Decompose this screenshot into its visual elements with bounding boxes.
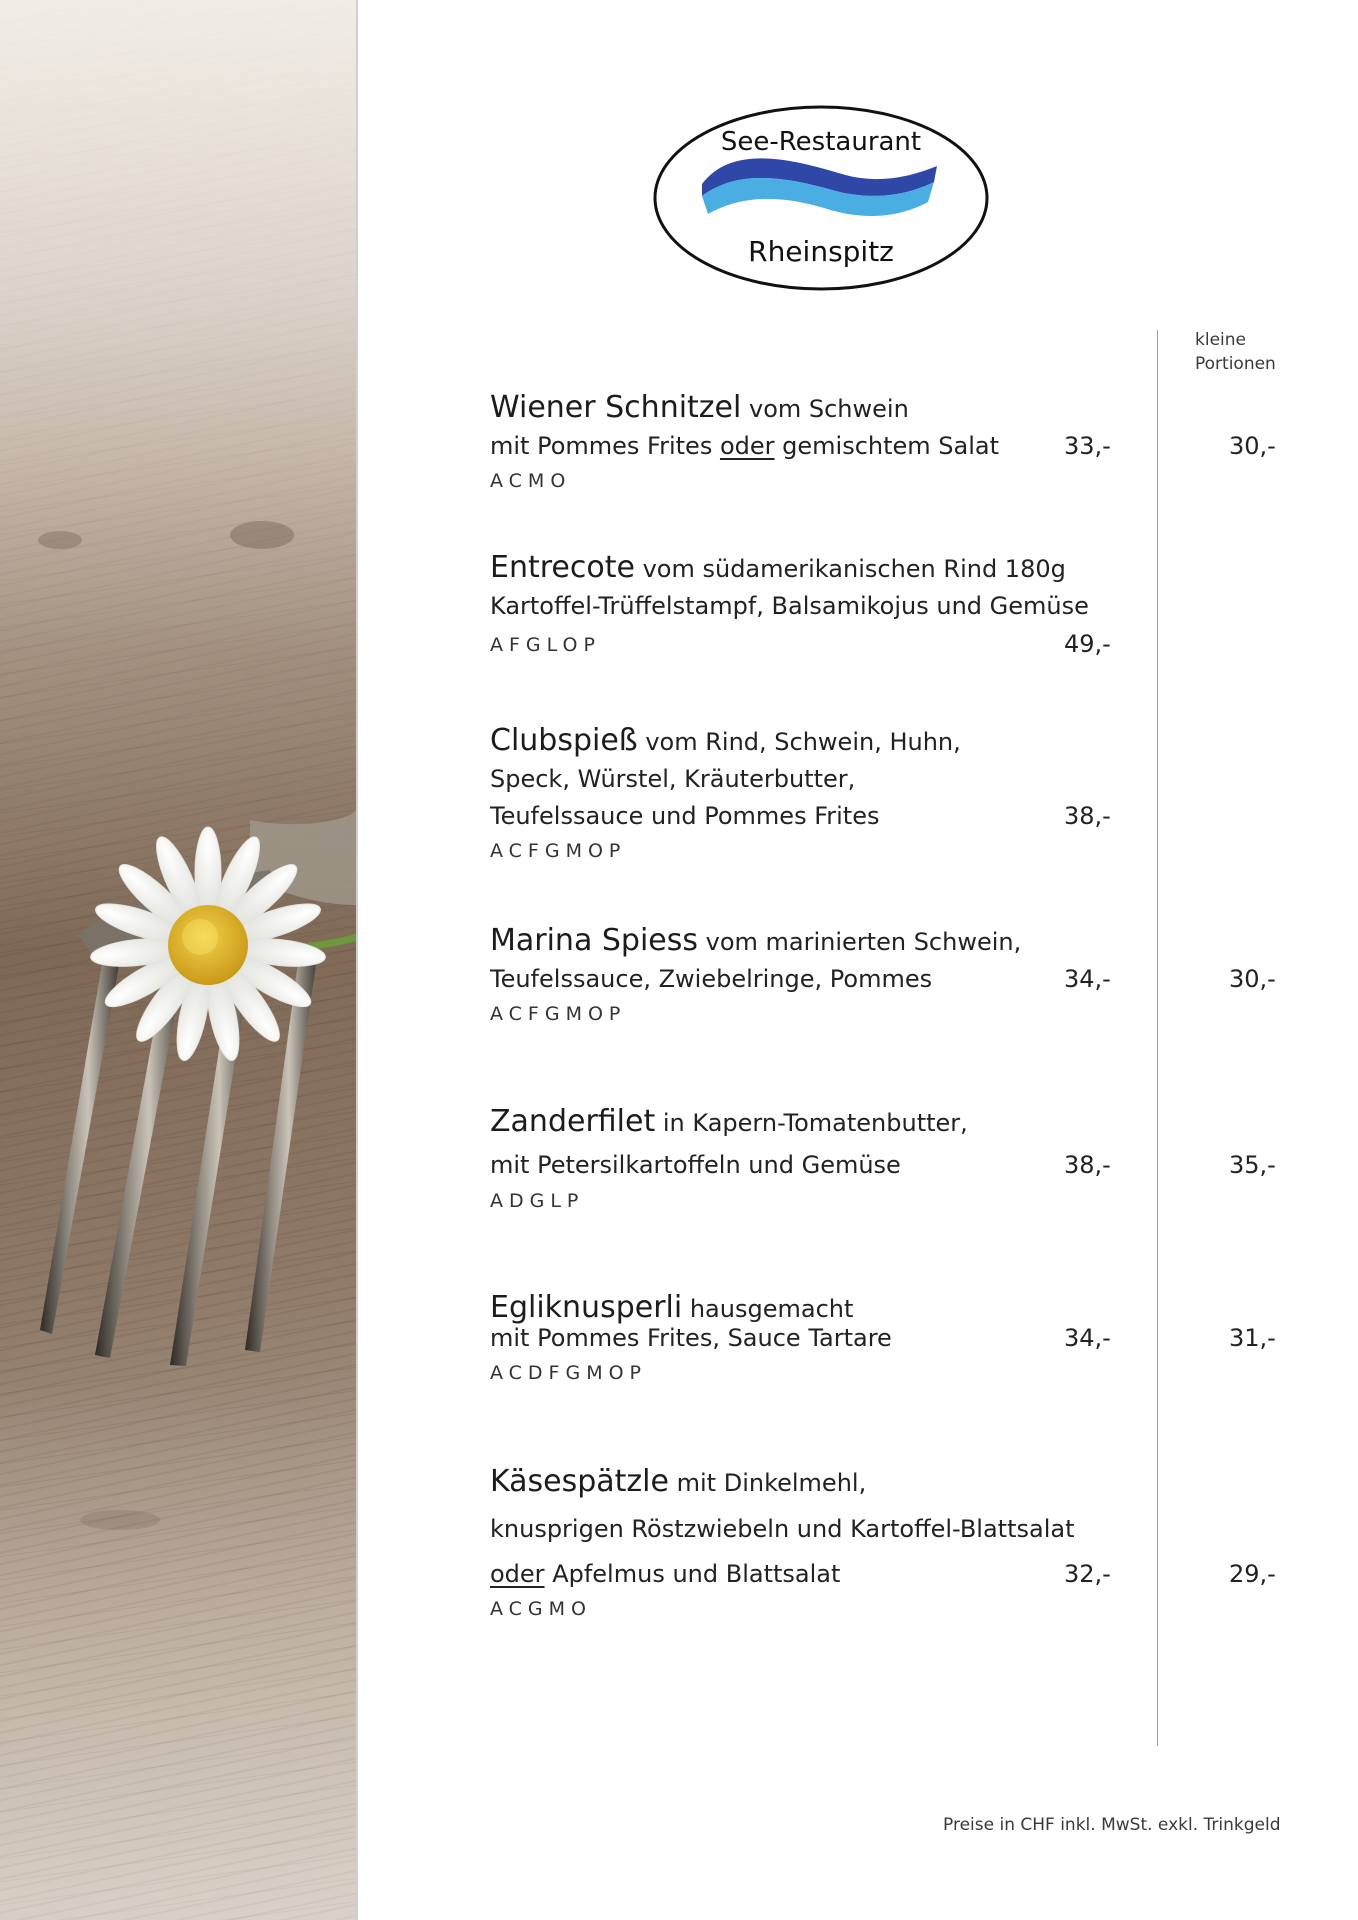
dish-title-line [490,1290,1130,1325]
small-portion-price: 31,- [1229,1324,1276,1352]
small-portion-price: 30,- [1229,965,1276,993]
price: 34,- [1064,965,1111,993]
dish-title-line [490,550,1130,585]
dish-description-line: mit Pommes Frites oder gemischtem Salat [490,432,1000,460]
dish-description-line: mit Petersilkartoffeln und Gemüse [490,1151,901,1179]
dish-description: vom marinierten Schwein, [705,928,1022,956]
price: 38,- [1064,802,1111,830]
dish-description: hausgemacht [689,1295,854,1323]
small-portion-price: 30,- [1229,432,1276,460]
logo-bottom-text: Rheinspitz [748,235,894,268]
dish-description: in Kapern-Tomatenbutter, [662,1109,968,1137]
price: 33,- [1064,432,1111,460]
small-portion-price: 35,- [1229,1151,1276,1179]
dish-description-line: oder Apfelmus und Blattsalat [490,1560,841,1588]
allergen-codes: ADGLP [490,1190,585,1212]
dish-name: Käsespätzle [490,1464,669,1499]
photo-strip [0,0,356,1920]
dish-name: Egliknusperli [490,1290,683,1325]
dish-description-line: Teufelssauce und Pommes Frites [490,802,880,830]
dish-name: Clubspieß [490,723,638,758]
dish-description-line: knusprigen Röstzwiebeln und Kartoffel-Blattsalat [490,1515,1075,1543]
allergen-codes: ACDFGMOP [490,1362,648,1384]
page-divider [356,0,358,1920]
price-footnote: Preise in CHF inkl. MwSt. exkl. Trinkgeld [943,1815,1281,1835]
dish-name: Wiener Schnitzel [490,390,742,425]
fork-and-daisy-illustration [0,0,356,1920]
small-portion-header-line: Portionen [1195,354,1276,374]
restaurant-logo [652,104,990,292]
dish-description: vom Rind, Schwein, Huhn, [645,728,961,756]
small-portion-header-line: kleine [1195,330,1246,350]
price: 38,- [1064,1151,1111,1179]
dish-title-line [490,723,1130,758]
small-portion-header [1195,328,1276,376]
small-portion-price: 29,- [1229,1560,1276,1588]
allergen-codes: ACGMO [490,1598,593,1620]
logo-top-text: See-Restaurant [720,127,922,157]
dish-title-line [490,390,1130,425]
dish-name: Marina Spiess [490,923,699,958]
dish-name: Zanderfilet [490,1104,656,1139]
dish-description-line: mit Pommes Frites, Sauce Tartare [490,1324,892,1352]
dish-description: vom Schwein [748,395,909,423]
allergen-codes: ACFGMOP [490,1003,627,1025]
dish-description-line: Speck, Würstel, Kräuterbutter, [490,765,856,793]
price-column-separator [1157,330,1158,1746]
dish-description-emphasis: oder [719,432,775,460]
dish-description-line: Teufelssauce, Zwiebelringe, Pommes [490,965,933,993]
dish-description: vom südamerikanischen Rind 180g [642,555,1066,583]
dish-description-line: Kartoffel-Trüffelstampf, Balsamikojus und Gemüse [490,592,1089,620]
dish-title-line [490,1104,1130,1139]
allergen-codes: ACMO [490,470,572,492]
dish-title-line [490,1464,1130,1499]
allergen-codes: AFGLOP [490,634,601,656]
dish-title-line [490,923,1130,958]
dish-description-emphasis: oder [490,1560,545,1588]
allergen-codes: ACFGMOP [490,840,627,862]
dish-description: mit Dinkelmehl, [676,1469,867,1497]
dish-name: Entrecote [490,550,635,585]
price: 34,- [1064,1324,1111,1352]
price: 32,- [1064,1560,1111,1588]
price: 49,- [1064,630,1111,658]
